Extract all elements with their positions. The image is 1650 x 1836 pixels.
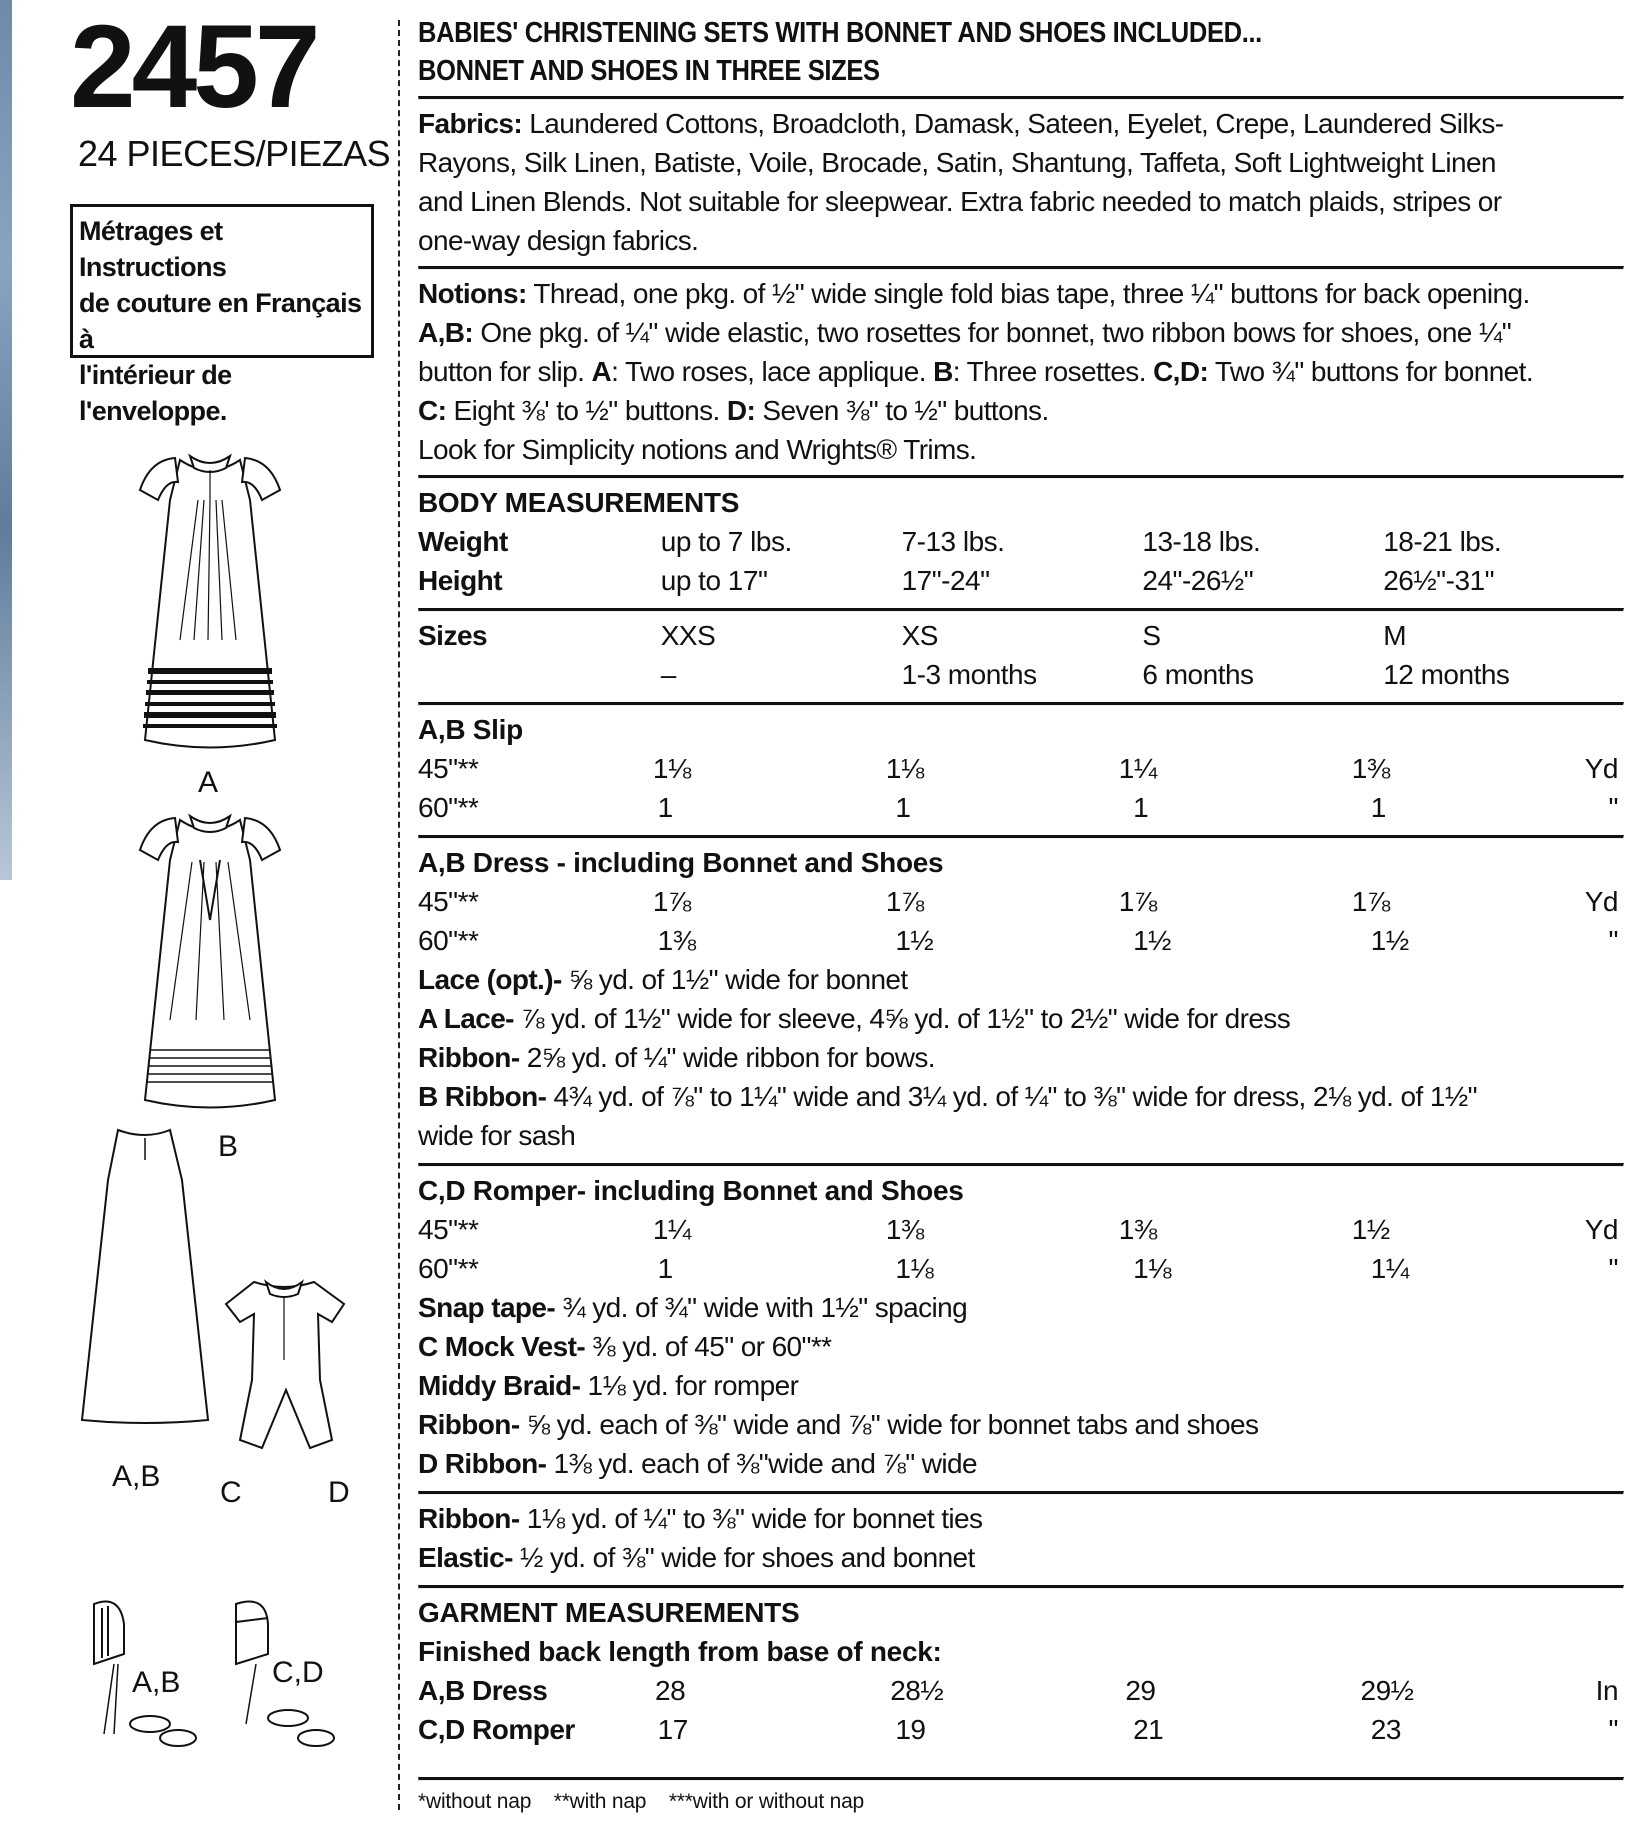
french-note-line: l'enveloppe. [79, 396, 227, 426]
item-text: ⅝ yd. of 1½" wide for bonnet [561, 964, 908, 995]
weight-row [418, 522, 1624, 561]
view-label-cd-bonnet: C,D [272, 1656, 324, 1689]
item-text: ½ yd. of ⅜" wide for shoes and bonnet [512, 1542, 975, 1573]
cell: 7-13 lbs. [901, 526, 1005, 557]
notions-line: : Three rosettes. [952, 356, 1154, 387]
french-note-line: Métrages et Instructions [79, 216, 227, 282]
cell: 23 [1370, 1714, 1401, 1745]
cell: 1⅞ [1351, 886, 1390, 917]
item-label: Snap tape- [418, 1292, 556, 1323]
unit: " [1608, 925, 1618, 956]
notion-item [418, 1038, 1624, 1077]
cell: 1⅜ [1351, 753, 1390, 784]
view-label-a: A [198, 766, 219, 799]
notions-view-label: C,D: [1153, 356, 1209, 387]
cell: 21 [1133, 1714, 1164, 1745]
body-measurements-title: BODY MEASUREMENTS [418, 487, 740, 518]
row-label: Sizes [418, 620, 488, 651]
unit: Yd [1584, 1214, 1618, 1245]
cell: – [660, 659, 676, 690]
cell: 6 months [1142, 659, 1254, 690]
item-text: ¾ yd. of ¾" wide with 1½" spacing [555, 1292, 968, 1323]
cell: 29 [1125, 1675, 1156, 1706]
cell: 1½ [895, 925, 934, 956]
item-label: Lace (opt.)- [418, 964, 562, 995]
item-label: Ribbon- [418, 1503, 520, 1534]
notions-line: button for slip. [418, 356, 592, 387]
notions-line: Seven ⅜" to ½" buttons. [755, 395, 1049, 426]
garment-title: GARMENT MEASUREMENTS [418, 1597, 800, 1628]
row-label: 45"** [418, 1214, 479, 1245]
cell: 26½"-31" [1383, 565, 1495, 596]
cell: 17 [657, 1714, 688, 1745]
item-text: 1⅛ yd. for romper [580, 1370, 799, 1401]
item-label: Ribbon- [418, 1042, 520, 1073]
unit: " [1608, 1253, 1618, 1284]
cell: 1⅞ [1118, 886, 1157, 917]
slip-section [418, 706, 1624, 835]
cell: 28½ [890, 1675, 944, 1706]
view-a-dress-illustration [100, 440, 320, 760]
cell: 24"-26½" [1142, 565, 1254, 596]
cell: 1 [657, 1253, 673, 1284]
item-text: 4¾ yd. of ⅞" to 1¼" wide and 3¼ yd. of ¼" to ⅜" wide for dress, 2⅛ yd. of 1½" [546, 1081, 1477, 1112]
notion-item [418, 1499, 1624, 1538]
view-label-ab: A,B [112, 1460, 161, 1493]
cell: up to 17" [660, 565, 768, 596]
table-row [418, 1210, 1624, 1249]
view-b-dress-illustration [100, 800, 320, 1120]
view-cd-romper-illustration [214, 1270, 354, 1470]
item-text: 2⅝ yd. of ¼" wide ribbon for bows. [519, 1042, 935, 1073]
garment-subtitle: Finished back length from base of neck: [418, 1636, 942, 1667]
cell: 17"-24" [901, 565, 990, 596]
footnote: *without nap **with nap ***with or without nap [418, 1790, 865, 1813]
cell: 1½ [1370, 925, 1409, 956]
cell: 1½ [1133, 925, 1172, 956]
notion-item [418, 960, 1624, 999]
table-row [418, 1710, 1624, 1749]
slip-title: A,B Slip [418, 714, 523, 745]
unit: In [1595, 1675, 1619, 1706]
cell: 12 months [1383, 659, 1510, 690]
view-label-c: C [220, 1476, 242, 1509]
cell: 1¼ [1370, 1253, 1409, 1284]
cell: 1⅛ [652, 753, 691, 784]
pattern-number: 2457 [70, 1, 317, 133]
unit: Yd [1584, 753, 1618, 784]
notions-view-label: B [933, 356, 953, 387]
notion-item [418, 1444, 1624, 1483]
ages-row [418, 655, 1624, 694]
cell: 1½ [1351, 1214, 1390, 1245]
notion-item [418, 1405, 1624, 1444]
notion-item [418, 1288, 1624, 1327]
french-note-line: l'intérieur de [79, 360, 232, 390]
notions-line: Two ¾" buttons for bonnet. [1208, 356, 1533, 387]
item-text: wide for sash [418, 1120, 576, 1151]
fabrics-section [418, 100, 1624, 266]
item-label: B Ribbon- [418, 1081, 547, 1112]
notions-line: Eight ⅜' to ½" buttons. [446, 395, 727, 426]
cell: up to 7 lbs. [660, 526, 792, 557]
item-label: D Ribbon- [418, 1448, 547, 1479]
table-row [418, 1671, 1624, 1710]
row-label: 60"** [418, 925, 479, 956]
item-label: Elastic- [418, 1542, 513, 1573]
column-divider [398, 20, 400, 1810]
garment-measurements-section [418, 1589, 1624, 1757]
row-label: 60"** [418, 792, 479, 823]
body-measurements-section [418, 479, 1624, 608]
cell: XXS [660, 620, 716, 651]
right-column [418, 14, 1624, 1817]
view-label-ab-bonnet: A,B [132, 1666, 181, 1699]
row-label: 45"** [418, 886, 479, 917]
unit: " [1608, 792, 1618, 823]
cell: 1-3 months [901, 659, 1037, 690]
notion-item [418, 1077, 1624, 1116]
view-label-b: B [218, 1130, 239, 1163]
item-label: A Lace- [418, 1003, 514, 1034]
cell: 1 [657, 792, 673, 823]
item-text: 1⅛ yd. of ¼" to ⅜" wide for bonnet ties [519, 1503, 983, 1534]
row-label [418, 655, 661, 694]
cell: 1¼ [1118, 753, 1157, 784]
notions-line: : Two roses, lace applique. [611, 356, 934, 387]
cell: 19 [895, 1714, 926, 1745]
row-label: Height [418, 565, 503, 596]
romper-section [418, 1167, 1624, 1491]
cell: 18-21 lbs. [1383, 526, 1502, 557]
view-label-d: D [328, 1476, 350, 1509]
notion-item [418, 1366, 1624, 1405]
pieces-count: 24 PIECES/PIEZAS [78, 133, 391, 174]
notions-line: One pkg. of ¼" wide elastic, two rosettes for bonnet, two ribbon bows for shoes, one ¼" [473, 317, 1512, 348]
cell: 1¼ [652, 1214, 691, 1245]
row-label: C,D Romper [418, 1714, 575, 1745]
title-line-1: BABIES' CHRISTENING SETS WITH BONNET AND SHOES INCLUDED... [418, 17, 1262, 49]
notions-view-label: C: [418, 395, 447, 426]
fabrics-line: one-way design fabrics. [418, 225, 699, 256]
romper-title: C,D Romper- including Bonnet and Shoes [418, 1175, 964, 1206]
table-row [418, 921, 1624, 960]
item-label: Middy Braid- [418, 1370, 581, 1401]
height-row [418, 561, 1624, 600]
cell: 1⅛ [885, 753, 924, 784]
notion-item [418, 999, 1624, 1038]
cell: 1⅜ [1118, 1214, 1157, 1245]
cell: 1 [1370, 792, 1386, 823]
cell: 1⅞ [885, 886, 924, 917]
cell: S [1142, 620, 1161, 651]
title-line-2: BONNET AND SHOES IN THREE SIZES [418, 55, 880, 87]
item-text: 1⅜ yd. each of ⅜"wide and ⅞" wide [546, 1448, 977, 1479]
cell: 13-18 lbs. [1142, 526, 1261, 557]
notions-view-label: A,B: [418, 317, 474, 348]
notion-item [418, 1327, 1624, 1366]
dress-section [418, 839, 1624, 1163]
cell: M [1383, 620, 1407, 651]
row-label: Weight [418, 526, 508, 557]
unit: Yd [1584, 886, 1618, 917]
unit: " [1608, 1714, 1618, 1745]
cell: 1⅞ [652, 886, 691, 917]
table-row [418, 749, 1624, 788]
table-row [418, 882, 1624, 921]
fabrics-line: and Linen Blends. Not suitable for sleepwear. Extra fabric needed to match plaids, stripes or [418, 186, 1502, 217]
french-note-box [70, 204, 374, 426]
cell: XS [901, 620, 938, 651]
cell: 1⅛ [1133, 1253, 1172, 1284]
sizes-section [418, 612, 1624, 702]
cover-edge [0, 0, 12, 880]
notions-section [418, 270, 1624, 475]
fabrics-line: Laundered Cottons, Broadcloth, Damask, Sateen, Eyelet, Crepe, Laundered Silks- [522, 108, 1504, 139]
cell: 1⅜ [885, 1214, 924, 1245]
item-label: C Mock Vest- [418, 1331, 586, 1362]
table-row [418, 1249, 1624, 1288]
french-note-line: de couture en Français à [79, 288, 362, 354]
left-column [62, 0, 392, 1836]
notions-line: Look for Simplicity notions and Wrights® Trims. [418, 434, 977, 465]
item-label: Ribbon- [418, 1409, 520, 1440]
notions-line: Thread, one pkg. of ½" wide single fold bias tape, three ¼" buttons for back opening. [526, 278, 1530, 309]
row-label: 60"** [418, 1253, 479, 1284]
notions-view-label: A [591, 356, 612, 387]
row-label: 45"** [418, 753, 479, 784]
cell: 1 [895, 792, 911, 823]
cell: 1⅜ [657, 925, 696, 956]
sizes-row [418, 616, 1624, 655]
extras-section [418, 1495, 1624, 1585]
cell: 29½ [1360, 1675, 1414, 1706]
table-row [418, 788, 1624, 827]
fabrics-line: Rayons, Silk Linen, Batiste, Voile, Brocade, Satin, Shantung, Taffeta, Soft Lightweight Linen [418, 147, 1496, 178]
cell: 1 [1133, 792, 1149, 823]
dress-title: A,B Dress - including Bonnet and Shoes [418, 847, 944, 878]
item-text: ⅜ yd. of 45" or 60"** [585, 1331, 832, 1362]
item-text: ⅝ yd. each of ⅜" wide and ⅞" wide for bonnet tabs and shoes [519, 1409, 1259, 1440]
notions-view-label: D: [726, 395, 756, 426]
cell: 28 [655, 1675, 686, 1706]
row-label: A,B Dress [418, 1675, 548, 1706]
view-ab-slip-illustration [70, 1120, 220, 1440]
cell: 1⅛ [895, 1253, 934, 1284]
notion-item [418, 1538, 1624, 1577]
notions-label: Notions: [418, 278, 527, 309]
item-text: ⅞ yd. of 1½" wide for sleeve, 4⅝ yd. of 1½" to 2½" wide for dress [513, 1003, 1291, 1034]
fabrics-label: Fabrics: [418, 108, 523, 139]
